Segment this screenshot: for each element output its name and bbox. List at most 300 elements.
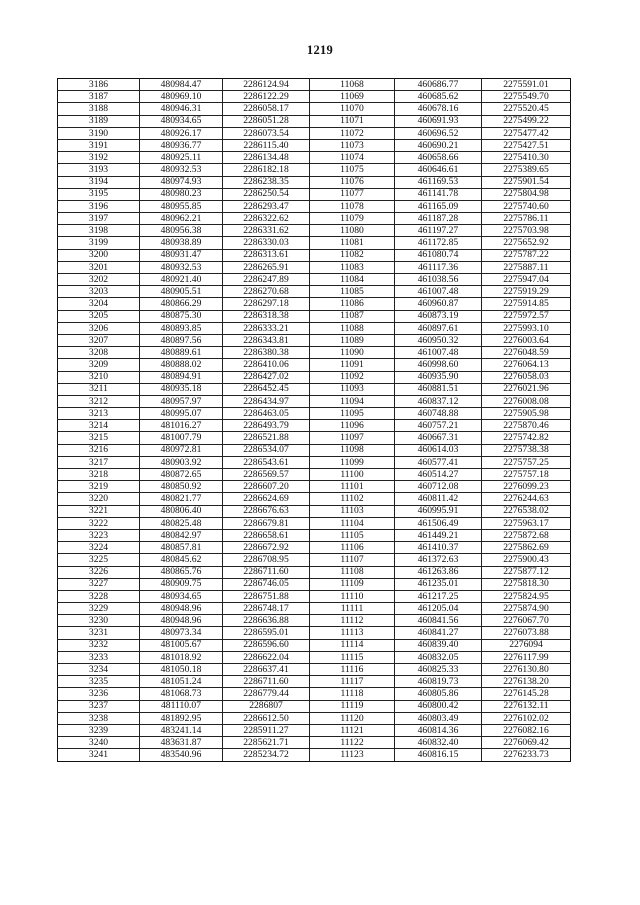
point-id-right-cell: 11079 bbox=[310, 213, 395, 225]
x-coordinate-left-cell: 480894.91 bbox=[140, 371, 223, 383]
x-coordinate-left-cell: 480845.62 bbox=[140, 554, 223, 566]
y-coordinate-right-cell: 2275872.68 bbox=[482, 529, 571, 541]
x-coordinate-left-cell: 480932.53 bbox=[140, 164, 223, 176]
x-coordinate-left-cell: 480825.48 bbox=[140, 517, 223, 529]
point-id-right-cell: 11114 bbox=[310, 639, 395, 651]
y-coordinate-left-cell: 2286676.63 bbox=[223, 505, 310, 517]
point-id-right-cell: 11080 bbox=[310, 225, 395, 237]
y-coordinate-right-cell: 2275652.92 bbox=[482, 237, 571, 249]
point-id-left-cell: 3198 bbox=[58, 225, 140, 237]
point-id-left-cell: 3236 bbox=[58, 688, 140, 700]
y-coordinate-left-cell: 2286658.61 bbox=[223, 529, 310, 541]
point-id-left-cell: 3235 bbox=[58, 676, 140, 688]
y-coordinate-right-cell: 2276082.16 bbox=[482, 724, 571, 736]
point-id-left-cell: 3207 bbox=[58, 334, 140, 346]
x-coordinate-left-cell: 480865.76 bbox=[140, 566, 223, 578]
point-id-left-cell: 3196 bbox=[58, 200, 140, 212]
table-row bbox=[58, 688, 571, 700]
table-row bbox=[58, 200, 571, 212]
table-row bbox=[58, 566, 571, 578]
x-coordinate-left-cell: 480938.89 bbox=[140, 237, 223, 249]
point-id-right-cell: 11074 bbox=[310, 152, 395, 164]
table-row bbox=[58, 651, 571, 663]
point-id-right-cell: 11103 bbox=[310, 505, 395, 517]
y-coordinate-right-cell: 2276003.64 bbox=[482, 334, 571, 346]
y-coordinate-right-cell: 2276008.08 bbox=[482, 395, 571, 407]
point-id-right-cell: 11096 bbox=[310, 420, 395, 432]
y-coordinate-right-cell: 2275877.12 bbox=[482, 566, 571, 578]
x-coordinate-right-cell: 461449.21 bbox=[395, 529, 482, 541]
y-coordinate-left-cell: 2286322.62 bbox=[223, 213, 310, 225]
table-row bbox=[58, 408, 571, 420]
y-coordinate-left-cell: 2286331.62 bbox=[223, 225, 310, 237]
x-coordinate-right-cell: 461372.63 bbox=[395, 554, 482, 566]
point-id-left-cell: 3215 bbox=[58, 432, 140, 444]
x-coordinate-left-cell: 481007.79 bbox=[140, 432, 223, 444]
y-coordinate-left-cell: 2286622.04 bbox=[223, 651, 310, 663]
y-coordinate-left-cell: 2286318.38 bbox=[223, 310, 310, 322]
table-row bbox=[58, 493, 571, 505]
point-id-right-cell: 11082 bbox=[310, 249, 395, 261]
x-coordinate-left-cell: 480980.23 bbox=[140, 188, 223, 200]
y-coordinate-left-cell: 2286343.81 bbox=[223, 334, 310, 346]
x-coordinate-left-cell: 481110.07 bbox=[140, 700, 223, 712]
x-coordinate-left-cell: 480921.40 bbox=[140, 274, 223, 286]
point-id-right-cell: 11115 bbox=[310, 651, 395, 663]
table-row bbox=[58, 749, 571, 761]
point-id-right-cell: 11095 bbox=[310, 408, 395, 420]
y-coordinate-right-cell: 2275520.45 bbox=[482, 103, 571, 115]
point-id-left-cell: 3205 bbox=[58, 310, 140, 322]
point-id-right-cell: 11102 bbox=[310, 493, 395, 505]
x-coordinate-right-cell: 460841.56 bbox=[395, 615, 482, 627]
table-row bbox=[58, 444, 571, 456]
point-id-right-cell: 11121 bbox=[310, 724, 395, 736]
table-row bbox=[58, 737, 571, 749]
table-row bbox=[58, 456, 571, 468]
y-coordinate-right-cell: 2275477.42 bbox=[482, 127, 571, 139]
x-coordinate-left-cell: 480974.93 bbox=[140, 176, 223, 188]
table-row bbox=[58, 79, 571, 91]
point-id-left-cell: 3223 bbox=[58, 529, 140, 541]
x-coordinate-right-cell: 460712.08 bbox=[395, 481, 482, 493]
table-row bbox=[58, 700, 571, 712]
x-coordinate-right-cell: 460816.15 bbox=[395, 749, 482, 761]
table-row bbox=[58, 664, 571, 676]
y-coordinate-right-cell: 2276138.20 bbox=[482, 676, 571, 688]
x-coordinate-left-cell: 480866.29 bbox=[140, 298, 223, 310]
x-coordinate-right-cell: 461197.27 bbox=[395, 225, 482, 237]
table-row bbox=[58, 432, 571, 444]
table-row bbox=[58, 286, 571, 298]
y-coordinate-left-cell: 2286711.60 bbox=[223, 676, 310, 688]
x-coordinate-left-cell: 480806.40 bbox=[140, 505, 223, 517]
point-id-right-cell: 11091 bbox=[310, 359, 395, 371]
x-coordinate-left-cell: 480932.53 bbox=[140, 261, 223, 273]
point-id-right-cell: 11118 bbox=[310, 688, 395, 700]
point-id-right-cell: 11073 bbox=[310, 139, 395, 151]
point-id-right-cell: 11123 bbox=[310, 749, 395, 761]
x-coordinate-left-cell: 483241.14 bbox=[140, 724, 223, 736]
point-id-right-cell: 11068 bbox=[310, 79, 395, 91]
y-coordinate-left-cell: 2285234.72 bbox=[223, 749, 310, 761]
point-id-left-cell: 3213 bbox=[58, 408, 140, 420]
point-id-left-cell: 3192 bbox=[58, 152, 140, 164]
table-row bbox=[58, 542, 571, 554]
point-id-right-cell: 11069 bbox=[310, 91, 395, 103]
x-coordinate-right-cell: 460998.60 bbox=[395, 359, 482, 371]
x-coordinate-right-cell: 461007.48 bbox=[395, 286, 482, 298]
x-coordinate-right-cell: 461141.78 bbox=[395, 188, 482, 200]
table-row bbox=[58, 91, 571, 103]
y-coordinate-right-cell: 2275499.22 bbox=[482, 115, 571, 127]
x-coordinate-right-cell: 460873.19 bbox=[395, 310, 482, 322]
point-id-left-cell: 3201 bbox=[58, 261, 140, 273]
y-coordinate-right-cell: 2276048.59 bbox=[482, 347, 571, 359]
y-coordinate-right-cell: 2275703.98 bbox=[482, 225, 571, 237]
x-coordinate-right-cell: 460690.21 bbox=[395, 139, 482, 151]
table-row bbox=[58, 627, 571, 639]
x-coordinate-right-cell: 460748.88 bbox=[395, 408, 482, 420]
x-coordinate-left-cell: 480934.65 bbox=[140, 115, 223, 127]
y-coordinate-right-cell: 2275818.30 bbox=[482, 578, 571, 590]
y-coordinate-right-cell: 2275549.70 bbox=[482, 91, 571, 103]
y-coordinate-right-cell: 2275862.69 bbox=[482, 542, 571, 554]
point-id-right-cell: 11070 bbox=[310, 103, 395, 115]
x-coordinate-left-cell: 480957.97 bbox=[140, 395, 223, 407]
point-id-right-cell: 11081 bbox=[310, 237, 395, 249]
y-coordinate-left-cell: 2286596.60 bbox=[223, 639, 310, 651]
table-row bbox=[58, 469, 571, 481]
table-row bbox=[58, 676, 571, 688]
point-id-right-cell: 11116 bbox=[310, 664, 395, 676]
y-coordinate-left-cell: 2286313.61 bbox=[223, 249, 310, 261]
point-id-left-cell: 3218 bbox=[58, 469, 140, 481]
y-coordinate-left-cell: 2286708.95 bbox=[223, 554, 310, 566]
point-id-left-cell: 3186 bbox=[58, 79, 140, 91]
x-coordinate-right-cell: 460839.40 bbox=[395, 639, 482, 651]
point-id-left-cell: 3200 bbox=[58, 249, 140, 261]
x-coordinate-right-cell: 460935.90 bbox=[395, 371, 482, 383]
point-id-left-cell: 3225 bbox=[58, 554, 140, 566]
point-id-left-cell: 3187 bbox=[58, 91, 140, 103]
y-coordinate-left-cell: 2286434.97 bbox=[223, 395, 310, 407]
x-coordinate-left-cell: 480972.81 bbox=[140, 444, 223, 456]
point-id-right-cell: 11083 bbox=[310, 261, 395, 273]
y-coordinate-right-cell: 2276244.63 bbox=[482, 493, 571, 505]
table-row bbox=[58, 152, 571, 164]
point-id-right-cell: 11120 bbox=[310, 712, 395, 724]
point-id-left-cell: 3190 bbox=[58, 127, 140, 139]
y-coordinate-left-cell: 2286612.50 bbox=[223, 712, 310, 724]
y-coordinate-right-cell: 2276102.02 bbox=[482, 712, 571, 724]
y-coordinate-right-cell: 2276094 bbox=[482, 639, 571, 651]
x-coordinate-left-cell: 480888.02 bbox=[140, 359, 223, 371]
x-coordinate-left-cell: 481005.67 bbox=[140, 639, 223, 651]
x-coordinate-left-cell: 480872.65 bbox=[140, 469, 223, 481]
point-id-left-cell: 3237 bbox=[58, 700, 140, 712]
y-coordinate-left-cell: 2286124.94 bbox=[223, 79, 310, 91]
point-id-left-cell: 3229 bbox=[58, 603, 140, 615]
point-id-right-cell: 11105 bbox=[310, 529, 395, 541]
y-coordinate-right-cell: 2275757.18 bbox=[482, 469, 571, 481]
y-coordinate-left-cell: 2286624.69 bbox=[223, 493, 310, 505]
table-row bbox=[58, 420, 571, 432]
x-coordinate-right-cell: 460514.27 bbox=[395, 469, 482, 481]
point-id-left-cell: 3230 bbox=[58, 615, 140, 627]
y-coordinate-left-cell: 2285621.71 bbox=[223, 737, 310, 749]
point-id-right-cell: 11088 bbox=[310, 322, 395, 334]
x-coordinate-left-cell: 480842.97 bbox=[140, 529, 223, 541]
y-coordinate-left-cell: 2286297.18 bbox=[223, 298, 310, 310]
point-id-right-cell: 11112 bbox=[310, 615, 395, 627]
x-coordinate-right-cell: 461038.56 bbox=[395, 274, 482, 286]
x-coordinate-right-cell: 460803.49 bbox=[395, 712, 482, 724]
point-id-right-cell: 11071 bbox=[310, 115, 395, 127]
x-coordinate-right-cell: 460678.16 bbox=[395, 103, 482, 115]
y-coordinate-right-cell: 2276233.73 bbox=[482, 749, 571, 761]
point-id-left-cell: 3216 bbox=[58, 444, 140, 456]
x-coordinate-right-cell: 460881.51 bbox=[395, 383, 482, 395]
point-id-right-cell: 11090 bbox=[310, 347, 395, 359]
point-id-left-cell: 3188 bbox=[58, 103, 140, 115]
table-row bbox=[58, 529, 571, 541]
y-coordinate-left-cell: 2286748.17 bbox=[223, 603, 310, 615]
point-id-left-cell: 3222 bbox=[58, 517, 140, 529]
y-coordinate-left-cell: 2286058.17 bbox=[223, 103, 310, 115]
y-coordinate-right-cell: 2275905.98 bbox=[482, 408, 571, 420]
point-id-left-cell: 3214 bbox=[58, 420, 140, 432]
table-row bbox=[58, 481, 571, 493]
point-id-right-cell: 11111 bbox=[310, 603, 395, 615]
point-id-left-cell: 3232 bbox=[58, 639, 140, 651]
y-coordinate-left-cell: 2286330.03 bbox=[223, 237, 310, 249]
y-coordinate-right-cell: 2276069.42 bbox=[482, 737, 571, 749]
point-id-left-cell: 3239 bbox=[58, 724, 140, 736]
x-coordinate-right-cell: 460950.32 bbox=[395, 334, 482, 346]
table-row bbox=[58, 505, 571, 517]
x-coordinate-right-cell: 460819.73 bbox=[395, 676, 482, 688]
y-coordinate-right-cell: 2275389.65 bbox=[482, 164, 571, 176]
y-coordinate-right-cell: 2275757.25 bbox=[482, 456, 571, 468]
y-coordinate-right-cell: 2275410.30 bbox=[482, 152, 571, 164]
y-coordinate-left-cell: 2286247.89 bbox=[223, 274, 310, 286]
table-row bbox=[58, 712, 571, 724]
point-id-right-cell: 11100 bbox=[310, 469, 395, 481]
x-coordinate-left-cell: 480889.61 bbox=[140, 347, 223, 359]
table-row bbox=[58, 213, 571, 225]
x-coordinate-right-cell: 460691.93 bbox=[395, 115, 482, 127]
point-id-left-cell: 3228 bbox=[58, 590, 140, 602]
point-id-left-cell: 3227 bbox=[58, 578, 140, 590]
y-coordinate-left-cell: 2286073.54 bbox=[223, 127, 310, 139]
coordinates-table bbox=[57, 78, 571, 762]
x-coordinate-left-cell: 480905.51 bbox=[140, 286, 223, 298]
x-coordinate-right-cell: 460800.42 bbox=[395, 700, 482, 712]
y-coordinate-right-cell: 2275786.11 bbox=[482, 213, 571, 225]
x-coordinate-right-cell: 461506.49 bbox=[395, 517, 482, 529]
x-coordinate-right-cell: 460686.77 bbox=[395, 79, 482, 91]
y-coordinate-right-cell: 2275804.98 bbox=[482, 188, 571, 200]
y-coordinate-right-cell: 2275740.60 bbox=[482, 200, 571, 212]
y-coordinate-left-cell: 2285911.27 bbox=[223, 724, 310, 736]
point-id-right-cell: 11089 bbox=[310, 334, 395, 346]
point-id-right-cell: 11107 bbox=[310, 554, 395, 566]
y-coordinate-right-cell: 2275947.04 bbox=[482, 274, 571, 286]
point-id-left-cell: 3238 bbox=[58, 712, 140, 724]
y-coordinate-left-cell: 2286807 bbox=[223, 700, 310, 712]
table-row bbox=[58, 615, 571, 627]
y-coordinate-right-cell: 2275824.95 bbox=[482, 590, 571, 602]
x-coordinate-right-cell: 460685.62 bbox=[395, 91, 482, 103]
x-coordinate-right-cell: 460667.31 bbox=[395, 432, 482, 444]
y-coordinate-right-cell: 2275963.17 bbox=[482, 517, 571, 529]
table-row bbox=[58, 127, 571, 139]
table-row bbox=[58, 188, 571, 200]
point-id-right-cell: 11084 bbox=[310, 274, 395, 286]
point-id-right-cell: 11122 bbox=[310, 737, 395, 749]
x-coordinate-left-cell: 480969.10 bbox=[140, 91, 223, 103]
table-row bbox=[58, 603, 571, 615]
table-row bbox=[58, 359, 571, 371]
point-id-left-cell: 3212 bbox=[58, 395, 140, 407]
y-coordinate-left-cell: 2286238.35 bbox=[223, 176, 310, 188]
x-coordinate-left-cell: 480926.17 bbox=[140, 127, 223, 139]
table-row bbox=[58, 249, 571, 261]
x-coordinate-right-cell: 460995.91 bbox=[395, 505, 482, 517]
x-coordinate-left-cell: 480931.47 bbox=[140, 249, 223, 261]
point-id-right-cell: 11113 bbox=[310, 627, 395, 639]
y-coordinate-left-cell: 2286521.88 bbox=[223, 432, 310, 444]
table-row bbox=[58, 724, 571, 736]
x-coordinate-left-cell: 480857.81 bbox=[140, 542, 223, 554]
table-row bbox=[58, 310, 571, 322]
y-coordinate-right-cell: 2276058.03 bbox=[482, 371, 571, 383]
point-id-left-cell: 3202 bbox=[58, 274, 140, 286]
y-coordinate-right-cell: 2275874.90 bbox=[482, 603, 571, 615]
y-coordinate-right-cell: 2275591.01 bbox=[482, 79, 571, 91]
point-id-left-cell: 3193 bbox=[58, 164, 140, 176]
point-id-left-cell: 3195 bbox=[58, 188, 140, 200]
y-coordinate-left-cell: 2286134.48 bbox=[223, 152, 310, 164]
y-coordinate-right-cell: 2276073.88 bbox=[482, 627, 571, 639]
x-coordinate-right-cell: 460658.66 bbox=[395, 152, 482, 164]
point-id-right-cell: 11098 bbox=[310, 444, 395, 456]
point-id-right-cell: 11119 bbox=[310, 700, 395, 712]
x-coordinate-right-cell: 460832.40 bbox=[395, 737, 482, 749]
x-coordinate-right-cell: 461169.53 bbox=[395, 176, 482, 188]
table-row bbox=[58, 176, 571, 188]
point-id-left-cell: 3224 bbox=[58, 542, 140, 554]
point-id-right-cell: 11078 bbox=[310, 200, 395, 212]
x-coordinate-right-cell: 461235.01 bbox=[395, 578, 482, 590]
point-id-right-cell: 11077 bbox=[310, 188, 395, 200]
x-coordinate-right-cell: 461172.85 bbox=[395, 237, 482, 249]
point-id-left-cell: 3211 bbox=[58, 383, 140, 395]
point-id-left-cell: 3189 bbox=[58, 115, 140, 127]
y-coordinate-left-cell: 2286182.18 bbox=[223, 164, 310, 176]
point-id-left-cell: 3241 bbox=[58, 749, 140, 761]
x-coordinate-left-cell: 481016.27 bbox=[140, 420, 223, 432]
x-coordinate-left-cell: 481892.95 bbox=[140, 712, 223, 724]
x-coordinate-left-cell: 480821.77 bbox=[140, 493, 223, 505]
x-coordinate-left-cell: 481050.18 bbox=[140, 664, 223, 676]
table-row bbox=[58, 639, 571, 651]
point-id-left-cell: 3203 bbox=[58, 286, 140, 298]
point-id-left-cell: 3209 bbox=[58, 359, 140, 371]
table-row bbox=[58, 139, 571, 151]
x-coordinate-left-cell: 481068.73 bbox=[140, 688, 223, 700]
y-coordinate-left-cell: 2286410.06 bbox=[223, 359, 310, 371]
y-coordinate-right-cell: 2276130.80 bbox=[482, 664, 571, 676]
table-row bbox=[58, 383, 571, 395]
point-id-left-cell: 3234 bbox=[58, 664, 140, 676]
table-row bbox=[58, 225, 571, 237]
table-row bbox=[58, 115, 571, 127]
table-row bbox=[58, 103, 571, 115]
y-coordinate-right-cell: 2275787.22 bbox=[482, 249, 571, 261]
x-coordinate-right-cell: 460805.86 bbox=[395, 688, 482, 700]
x-coordinate-right-cell: 461217.25 bbox=[395, 590, 482, 602]
table-row bbox=[58, 164, 571, 176]
y-coordinate-left-cell: 2286452.45 bbox=[223, 383, 310, 395]
table-row bbox=[58, 517, 571, 529]
x-coordinate-right-cell: 460577.41 bbox=[395, 456, 482, 468]
y-coordinate-left-cell: 2286595.01 bbox=[223, 627, 310, 639]
x-coordinate-right-cell: 461007.48 bbox=[395, 347, 482, 359]
y-coordinate-right-cell: 2275919.29 bbox=[482, 286, 571, 298]
point-id-right-cell: 11099 bbox=[310, 456, 395, 468]
table-row bbox=[58, 590, 571, 602]
x-coordinate-left-cell: 480995.07 bbox=[140, 408, 223, 420]
point-id-right-cell: 11092 bbox=[310, 371, 395, 383]
y-coordinate-left-cell: 2286293.47 bbox=[223, 200, 310, 212]
x-coordinate-left-cell: 480984.47 bbox=[140, 79, 223, 91]
y-coordinate-left-cell: 2286051.28 bbox=[223, 115, 310, 127]
y-coordinate-left-cell: 2286779.44 bbox=[223, 688, 310, 700]
y-coordinate-left-cell: 2286380.38 bbox=[223, 347, 310, 359]
y-coordinate-right-cell: 2275742.82 bbox=[482, 432, 571, 444]
point-id-left-cell: 3197 bbox=[58, 213, 140, 225]
x-coordinate-left-cell: 480948.96 bbox=[140, 603, 223, 615]
point-id-left-cell: 3199 bbox=[58, 237, 140, 249]
table-row bbox=[58, 395, 571, 407]
y-coordinate-right-cell: 2276132.11 bbox=[482, 700, 571, 712]
point-id-left-cell: 3220 bbox=[58, 493, 140, 505]
table-row bbox=[58, 334, 571, 346]
x-coordinate-right-cell: 460825.33 bbox=[395, 664, 482, 676]
x-coordinate-right-cell: 461263.86 bbox=[395, 566, 482, 578]
point-id-right-cell: 11109 bbox=[310, 578, 395, 590]
point-id-left-cell: 3194 bbox=[58, 176, 140, 188]
y-coordinate-left-cell: 2286569.57 bbox=[223, 469, 310, 481]
point-id-left-cell: 3208 bbox=[58, 347, 140, 359]
y-coordinate-left-cell: 2286122.29 bbox=[223, 91, 310, 103]
page-number: 1219 bbox=[306, 43, 334, 57]
point-id-left-cell: 3221 bbox=[58, 505, 140, 517]
x-coordinate-right-cell: 460757.21 bbox=[395, 420, 482, 432]
point-id-right-cell: 11076 bbox=[310, 176, 395, 188]
x-coordinate-right-cell: 460646.61 bbox=[395, 164, 482, 176]
x-coordinate-left-cell: 480925.11 bbox=[140, 152, 223, 164]
y-coordinate-left-cell: 2286711.60 bbox=[223, 566, 310, 578]
y-coordinate-left-cell: 2286637.41 bbox=[223, 664, 310, 676]
point-id-right-cell: 11085 bbox=[310, 286, 395, 298]
y-coordinate-right-cell: 2275900.43 bbox=[482, 554, 571, 566]
x-coordinate-left-cell: 480956.38 bbox=[140, 225, 223, 237]
y-coordinate-right-cell: 2276067.70 bbox=[482, 615, 571, 627]
y-coordinate-left-cell: 2286115.40 bbox=[223, 139, 310, 151]
